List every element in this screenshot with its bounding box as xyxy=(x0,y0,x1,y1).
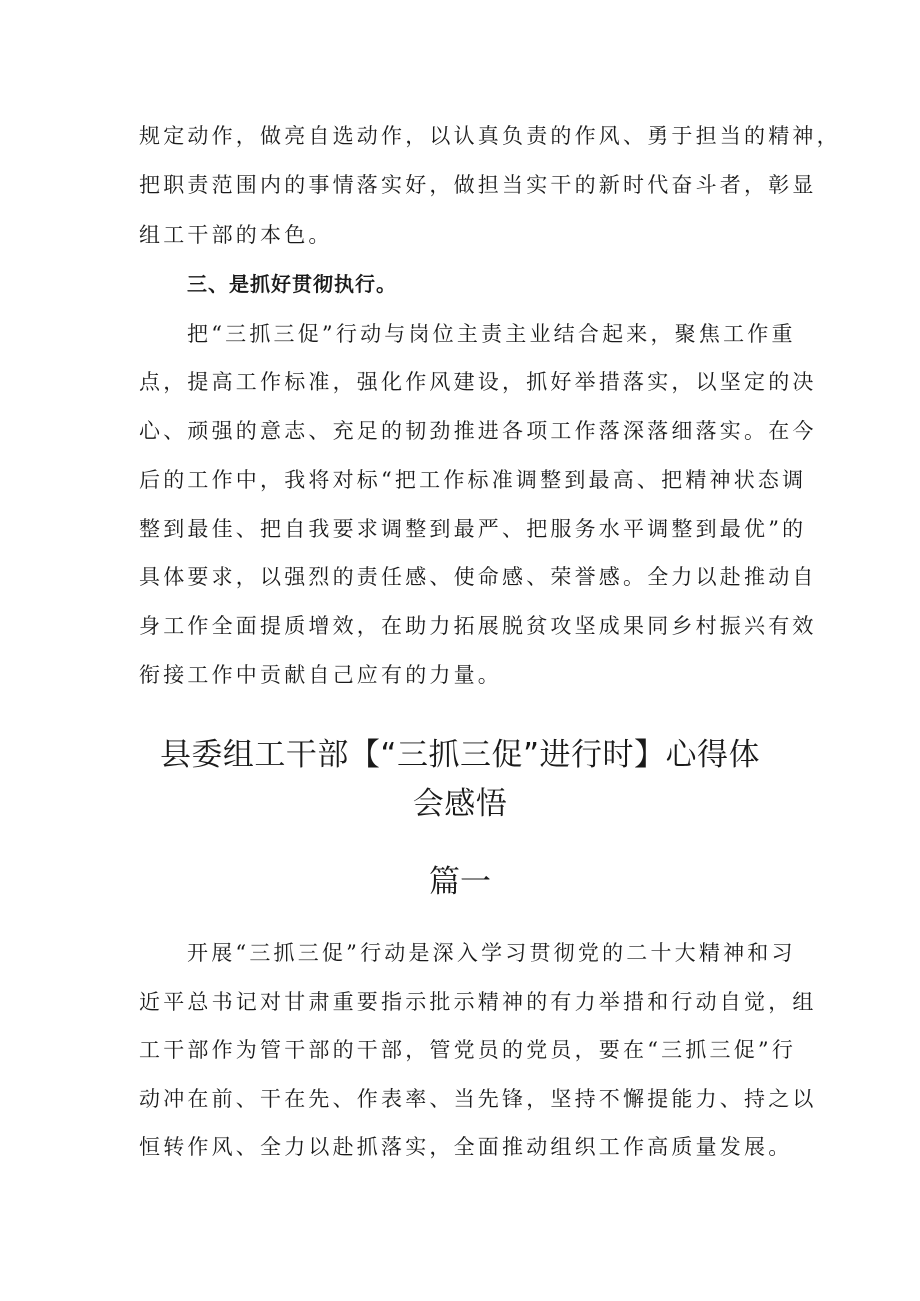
paragraph-line: 点，提高工作标准，强化作风建设，抓好举措落实，以坚定的决 xyxy=(139,370,817,394)
section-heading: 三、是抓好贯彻执行。 xyxy=(187,272,397,296)
paragraph-line: 整到最佳、把自我要求调整到最严、把服务水平调整到最优”的 xyxy=(139,517,807,541)
paragraph-line: 具体要求，以强烈的责任感、使命感、荣誉感。全力以赴推动自 xyxy=(139,565,817,589)
paragraph-line: 开展“三抓三促”行动是深入学习贯彻党的二十大精神和习 xyxy=(187,941,796,965)
paragraph-line: 近平总书记对甘肃重要指示批示精神的有力举措和行动自觉，组 xyxy=(139,990,817,1014)
paragraph-line: 组工干部的本色。 xyxy=(139,223,333,247)
paragraph-line: 身工作全面提质增效，在助力拓展脱贫攻坚成果同乡村振兴有效 xyxy=(139,614,817,638)
paragraph-line: 规定动作，做亮自选动作，以认真负责的作风、勇于担当的精神， xyxy=(139,124,841,148)
paragraph-line: 后的工作中，我将对标“把工作标准调整到最高、把精神状态调 xyxy=(139,468,807,492)
paragraph-line: 衔接工作中贡献自己应有的力量。 xyxy=(139,663,502,687)
part-label: 篇一 xyxy=(429,864,491,900)
paragraph-line: 工干部作为管干部的干部，管党员的党员，要在“三抓三促”行 xyxy=(139,1038,797,1062)
article-title-line-2: 会感悟 xyxy=(412,786,508,822)
paragraph-line: 把“三抓三促”行动与岗位主责主业结合起来，聚焦工作重 xyxy=(187,322,796,346)
paragraph-line: 动冲在前、干在先、作表率、当先锋，坚持不懈提能力、持之以 xyxy=(139,1087,817,1111)
paragraph-line: 心、顽强的意志、充足的韧劲推进各项工作落深落细落实。在今 xyxy=(139,419,817,443)
article-title-line-1: 县委组工干部【“三抓三促”进行时】心得体 xyxy=(159,737,761,773)
paragraph-line: 把职责范围内的事情落实好，做担当实干的新时代奋斗者，彰显 xyxy=(139,173,817,197)
paragraph-line: 恒转作风、全力以赴抓落实，全面推动组织工作高质量发展。 xyxy=(139,1135,793,1159)
